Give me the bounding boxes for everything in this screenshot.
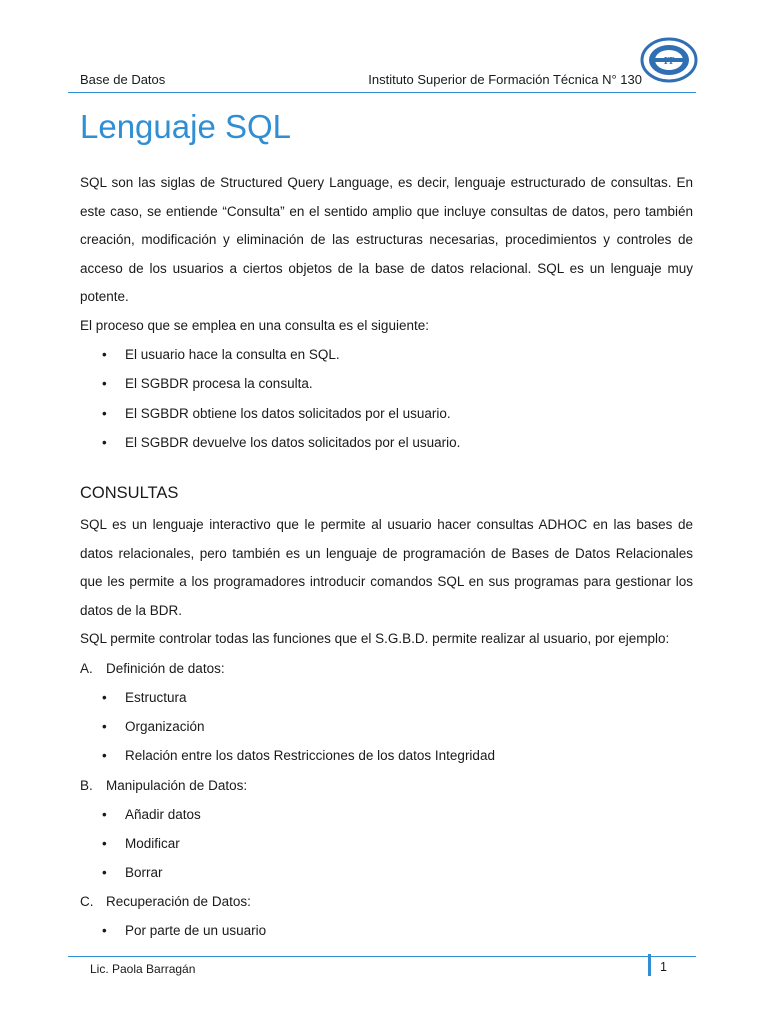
header-rule [68,92,696,93]
footer-author: Lic. Paola Barragán [90,962,196,976]
list-item: • Estructura [80,683,693,712]
section-title: Definición de datos: [106,660,225,676]
section-b-list [80,800,693,888]
logo-text: IT [663,56,675,67]
section-c [80,887,693,916]
section-heading-consultas: CONSULTAS [80,484,179,503]
page-number: 1 [660,960,667,974]
institute-logo [640,37,698,83]
consultas-paragraph: SQL es un lenguaje interactivo que le permite al usuario hacer consultas ADHOC en las bases de datos relacionales, pero también es un lenguaje de programación de Bases de Datos Relacionales que les permite a los programadores introducir comandos SQL en sus programas para gestionar los datos de la BDR. [80,517,693,618]
document-body [80,169,693,946]
page-title: Lenguaje SQL [80,108,292,145]
section-title: Recuperación de Datos: [106,894,251,910]
list-item: • Modificar [80,829,693,858]
section-c-list [80,916,693,945]
section-letter: A. [80,660,93,676]
section-b [80,771,693,800]
functions-intro: SQL permite controlar todas las funciones que el S.G.B.D. permite realizar al usuario, por ejemplo: [80,631,670,647]
list-item: • El SGBDR devuelve los datos solicitados por el usuario. [80,428,693,457]
section-a [80,654,693,683]
list-item: • Organización [80,712,693,741]
list-item: • Relación entre los datos Restricciones de los datos Integridad [80,741,693,770]
header-course-title: Base de Datos [80,72,166,87]
list-item: • El usuario hace la consulta en SQL. [80,340,693,369]
section-a-list [80,683,693,771]
list-item: • Añadir datos [80,800,693,829]
list-item: • Por parte de un usuario [80,916,693,945]
list-item: • Borrar [80,858,693,887]
footer-page-marker [648,954,651,976]
section-letter: C. [80,894,94,910]
section-letter: B. [80,777,93,793]
section-title: Manipulación de Datos: [106,777,248,793]
process-intro: El proceso que se emplea en una consulta es el siguiente: [80,317,429,333]
footer-rule [68,956,696,957]
intro-paragraph: SQL son las siglas de Structured Query Language, es decir, lenguaje estructurado de consultas. En este caso, se entiende “Consulta” en el sentido amplio que incluye consultas de datos, pero también creación, modificación y eliminación de las estructuras necesarias, procedimientos y controles de acceso de los usuarios a ciertos objetos de la base de datos relacional. SQL es un lenguaje muy potente. [80,175,693,304]
list-item: • El SGBDR obtiene los datos solicitados por el usuario. [80,399,693,428]
header-institute-name: Instituto Superior de Formación Técnica N° 130 [368,72,642,87]
list-item: • El SGBDR procesa la consulta. [80,369,693,398]
process-steps-list [80,340,693,457]
